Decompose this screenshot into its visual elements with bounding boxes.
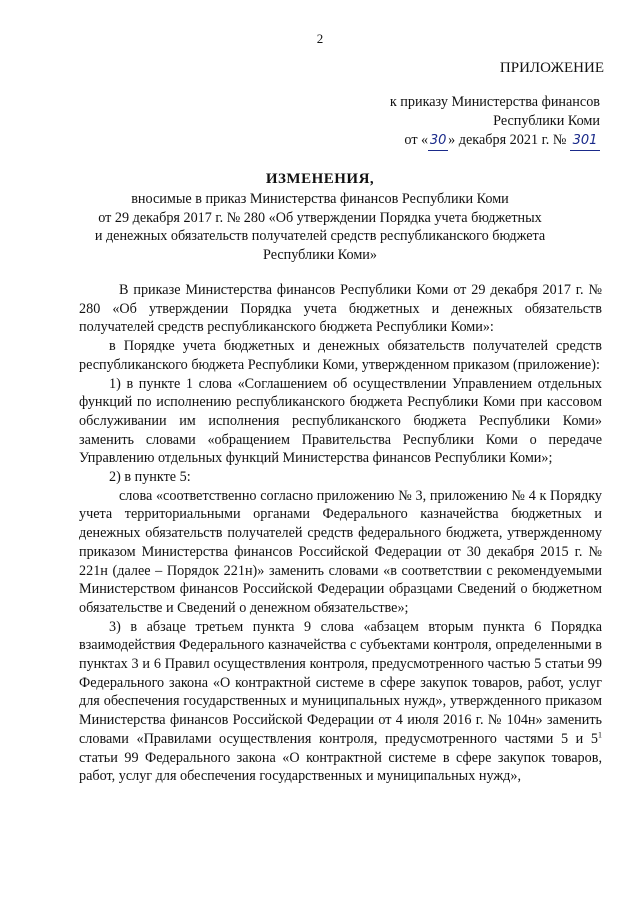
- paragraph-item-2: 2) в пункте 5:: [109, 469, 191, 486]
- subtitle-line: и денежных обязательств получателей средств республиканского бюджета: [94, 228, 546, 245]
- superscript-1: 1: [598, 730, 602, 740]
- handwritten-day: 30: [428, 131, 448, 151]
- paragraph-item-3-part-b: статьи 99 Федерального закона «О контрактной системе в сфере закупок товаров, работ, услуг для обеспечения государственных и муниципальных нужд»,: [79, 749, 602, 785]
- order-ref-date-line: [280, 131, 600, 151]
- date-suffix: » декабря 2021 г. №: [448, 132, 567, 148]
- order-ref-line1: к приказу Министерства финансов: [389, 94, 600, 110]
- order-reference: [280, 93, 600, 151]
- page-number: 2: [316, 31, 324, 46]
- paragraph-item-1: 1) в пункте 1 слова «Соглашением об осуществлении Управлением отдельных функций по исполнению республиканского бюджета Республики Коми при кассовом обслуживании им исполнения республиканского бюджета Республики Коми» заменить словами «обращением Правительства Республики Коми о передаче Управлению отдельных функций Министерства финансов Республики Коми»;: [79, 375, 602, 467]
- paragraph-intro: В приказе Министерства финансов Республики Коми от 29 декабря 2017 г. № 280 «Об утверждении Порядка учета бюджетных и денежных обязательств получателей средств республиканского бюджета Республики Коми»:: [79, 282, 602, 336]
- date-prefix: от «: [404, 132, 429, 148]
- document-subtitle: [80, 190, 560, 264]
- paragraph-item-3: [79, 618, 602, 786]
- order-ref-line2: Республики Коми: [493, 113, 600, 129]
- document-title: ИЗМЕНЕНИЯ,: [265, 171, 375, 187]
- appendix-label: ПРИЛОЖЕНИЕ: [499, 60, 604, 76]
- subtitle-line: Республики Коми»: [263, 246, 377, 263]
- subtitle-line: от 29 декабря 2017 г. № 280 «Об утверждении Порядка учета бюджетных: [98, 209, 542, 226]
- document-body: [79, 281, 602, 786]
- handwritten-order-number: 301: [570, 131, 600, 151]
- paragraph-item-2-words: слова «соответственно согласно приложению № 3, приложению № 4 к Порядку учета территориальными органами Федерального казначейства бюджетных и денежных обязательств получателей средств федерального бюджета, утвержденному приказом Министерства финансов Российской Федерации от 30 декабря 2015 г. № 221н (далее – Порядок 221н)» заменить словами «в соответствии с рекомендуемыми Министерством финансов Российской Федерации образцами Сведений о бюджетном обязательстве и Сведений о денежном обязательстве»;: [79, 487, 602, 616]
- paragraph-procedure: в Порядке учета бюджетных и денежных обязательств получателей средств республиканского бюджета Республики Коми, утвержденном приказом (приложение):: [79, 338, 602, 373]
- paragraph-item-3-part-a: 3) в абзаце третьем пункта 9 слова «абзацем вторым пункта 6 Порядка взаимодействия Федерального казначейства с субъектами контроля, определенными в пунктах 3 и 6 Правил осуществления контроля, предусмотренного частью 5 статьи 99 Федерального закона «О контрактной системе в сфере закупок товаров, работ, услуг для обеспечения государственных и муниципальных нужд», утвержденного приказом Министерства финансов Российской Федерации от 4 июля 2016 г. № 104н» заменить словами «Правилами осуществления контроля, предусмотренного частями 5 и 5: [79, 618, 602, 747]
- subtitle-line: вносимые в приказ Министерства финансов Республики Коми: [131, 191, 509, 207]
